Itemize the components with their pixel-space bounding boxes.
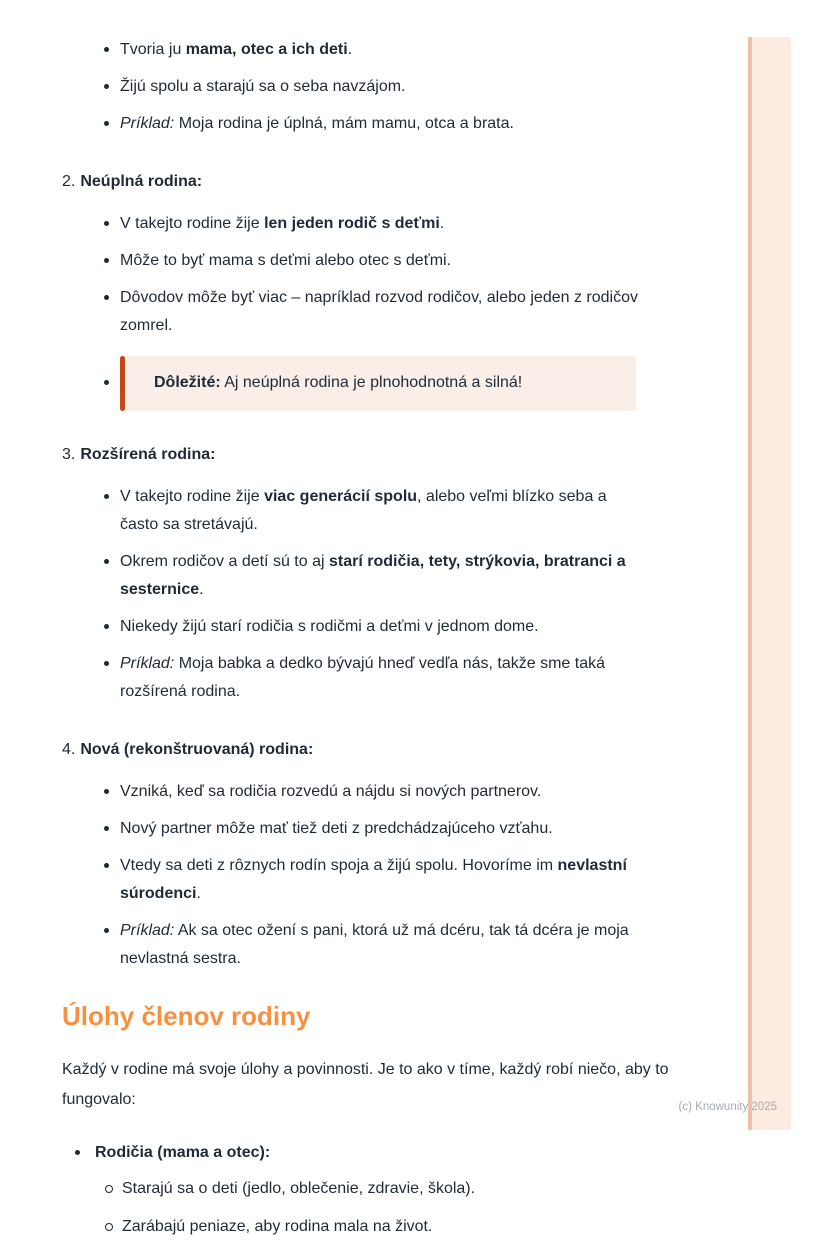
parents-tasks-sublist [95,1175,655,1241]
section-title: Nová (rekonštruovaná) rodina: [80,741,314,758]
section-title: Neúplná rodina: [80,173,203,190]
list-item [120,778,642,806]
section-heading-extended-family [62,441,742,469]
list-item [120,815,642,843]
list-item [120,356,642,411]
list-item-text: Príklad: Moja rodina je úplná, mám mamu, otca a brata. [120,115,514,132]
section-number: 4. [62,741,76,758]
complete-family-bullet-list [62,36,642,138]
callout-text: Aj neúplná rodina je plnohodnotná a silná! [220,374,523,391]
list-item-text: V takejto rodine žije viac generácií spolu, alebo veľmi blízko seba a často sa stretávajú. [120,488,607,533]
document-content [62,36,742,1251]
list-item-text: Tvoria ju mama, otec a ich deti. [120,41,353,58]
list-item-text: Príklad: Moja babka a dedko bývajú hneď vedľa nás, takže sme taká rozšírená rodina. [120,655,606,700]
reconstructed-family-bullet-list [62,778,642,973]
list-item [120,852,642,908]
list-item [120,36,642,64]
tasks-intro-paragraph: Každý v rodine má svoje úlohy a povinnosti. Je to ako v tíme, každý robí niečo, aby to fungovalo: [62,1061,669,1108]
section-heading-incomplete-family [62,168,742,196]
list-item [120,210,642,238]
list-item-text: Starajú sa o deti (jedlo, oblečenie, zdravie, škola). [122,1180,476,1197]
list-item [120,284,642,340]
list-item [120,247,642,275]
list-item-text: Vzniká, keď sa rodičia rozvedú a nájdu si nových partnerov. [120,783,542,800]
incomplete-family-bullet-list [62,210,642,411]
list-item [120,73,642,101]
list-item-text: Niekedy žijú starí rodičia s rodičmi a deťmi v jednom dome. [120,618,539,635]
list-item-text: Vtedy sa deti z rôznych rodín spoja a žijú spolu. Hovoríme im nevlastní súrodenci. [120,857,627,902]
list-item-text: V takejto rodine žije len jeden rodič s deťmi. [120,215,445,232]
important-callout [120,356,636,411]
tasks-section-heading: Úlohy členov rodiny [62,1001,311,1031]
list-item-text: Okrem rodičov a detí sú to aj starí rodičia, tety, strýkovia, bratranci a sesternice. [120,553,626,598]
list-item [120,483,642,539]
section-heading-reconstructed-family [62,736,742,764]
section-title: Rozšírená rodina: [80,446,216,463]
list-item [122,1175,655,1203]
list-item [120,110,642,138]
list-item-text: Nový partner môže mať tiež deti z predchádzajúceho vzťahu. [120,820,553,837]
list-item-text: Dôvodov môže byť viac – napríklad rozvod rodičov, alebo jeden z rodičov zomrel. [120,289,638,334]
footer-copyright: (c) Knowunity 2025 [678,1101,777,1113]
decorative-side-stripe [748,37,791,1130]
list-item [120,548,642,604]
extended-family-bullet-list [62,483,642,706]
section-number: 2. [62,173,76,190]
list-item [120,650,642,706]
list-item-text: Zarábajú peniaze, aby rodina mala na život. [122,1218,433,1235]
parents-group-title: Rodičia (mama a otec): [95,1144,271,1161]
list-item-parents [95,1139,662,1241]
callout-label: Dôležité: [154,374,221,391]
family-roles-list [62,1139,662,1241]
list-item [120,613,642,641]
list-item-text: Žijú spolu a starajú sa o seba navzájom. [120,78,406,95]
list-item-text: Môže to byť mama s deťmi alebo otec s deťmi. [120,252,452,269]
list-item [120,917,642,973]
section-number: 3. [62,446,76,463]
list-item [122,1213,655,1241]
list-item-text: Príklad: Ak sa otec ožení s pani, ktorá už má dcéru, tak tá dcéra je moja nevlastná sestra. [120,922,629,967]
